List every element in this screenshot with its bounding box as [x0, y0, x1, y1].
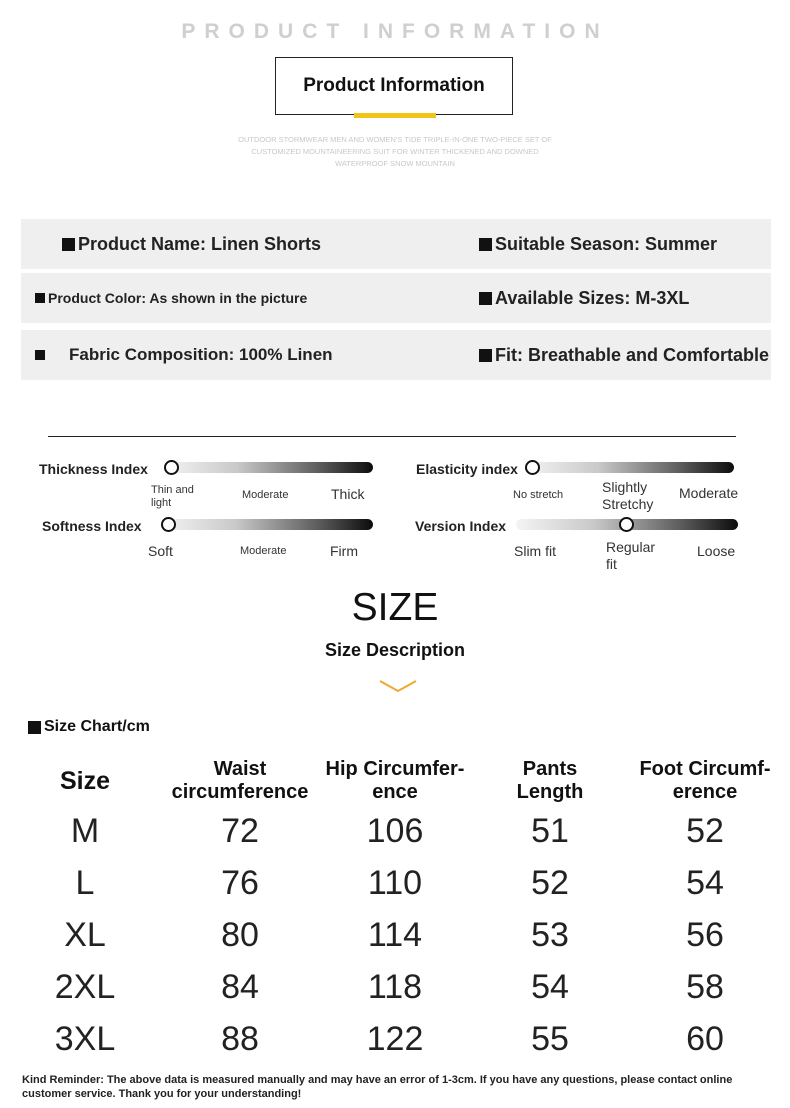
softness-tick-moderate: Moderate [240, 545, 287, 557]
table-cell: 53 [531, 916, 569, 954]
table-cell: 54 [686, 864, 724, 902]
elasticity-tick-slightly: Slightly Stretchy [602, 479, 654, 512]
fabric-composition [35, 330, 333, 380]
title-accent-line [354, 113, 436, 118]
bullet-square-icon [479, 292, 492, 305]
softness-index-marker [161, 517, 176, 532]
fit [479, 330, 769, 380]
table-cell: 52 [531, 864, 569, 902]
thickness-tick-thin: Thin and light [151, 484, 194, 509]
bullet-square-icon [35, 350, 45, 360]
header-subtitle: OUTDOOR STORMWEAR MEN AND WOMEN'S TIDE TRIPLE-IN-ONE TWO-PIECE SET OF CUSTOMIZED MOUNTAINEERING SUIT FOR WINTER THICKENED AND DOWNED WATERPROOF SNOW MOUNTAIN [238, 135, 552, 168]
table-cell: 51 [531, 812, 569, 850]
product-name [62, 219, 321, 269]
table-cell: 2XL [54, 968, 116, 1006]
bullet-square-icon [28, 721, 41, 734]
fabric-composition-text: Fabric Composition: 100% Linen [69, 345, 333, 364]
table-cell: 58 [686, 968, 724, 1006]
table-cell: XL [64, 916, 106, 954]
col-header-waist: Waist circumference [171, 758, 309, 803]
thickness-index-label: Thickness Index [39, 461, 148, 477]
divider [48, 436, 736, 437]
table-cell: 122 [366, 1020, 424, 1058]
thickness-index-track [164, 462, 373, 473]
table-cell: M [70, 812, 100, 850]
kind-reminder: Kind Reminder: The above data is measured manually and may have an error of 1-3cm. If you have any questions, please contact online customer service. Thank you for your understanding! [22, 1074, 733, 1100]
thickness-index-marker [164, 460, 179, 475]
fit-text: Fit: Breathable and Comfortable [495, 344, 770, 365]
product-color [35, 273, 307, 323]
table-cell: 60 [686, 1020, 724, 1058]
table-cell: 54 [531, 968, 569, 1006]
version-index-label: Version Index [415, 518, 507, 534]
elasticity-index-marker [525, 460, 540, 475]
version-index-marker [619, 517, 634, 532]
softness-index-track [161, 519, 373, 530]
size-description: Size Description [324, 640, 466, 660]
elasticity-index-track [525, 462, 734, 473]
table-cell: L [75, 864, 95, 902]
table-cell: 3XL [54, 1020, 116, 1058]
table-cell: 110 [367, 864, 423, 902]
table-cell: 56 [686, 916, 724, 954]
table-cell: 72 [221, 812, 259, 850]
table-cell: 114 [367, 916, 423, 954]
bullet-square-icon [35, 293, 45, 303]
col-header-length: Pants Length [516, 758, 584, 803]
chevron-down-icon [378, 678, 418, 694]
banner-title: PRODUCT INFORMATION [181, 20, 609, 43]
suitable-season-text: Suitable Season: Summer [495, 233, 718, 254]
softness-tick-firm: Firm [330, 543, 358, 559]
bullet-square-icon [479, 349, 492, 362]
col-header-hip: Hip Circumfer-ence [325, 758, 465, 803]
version-tick-regular: Regular fit [606, 539, 656, 572]
elasticity-index-label: Elasticity index [416, 461, 518, 477]
thickness-tick-thick: Thick [331, 486, 365, 502]
info-row-1 [21, 219, 771, 269]
table-cell: 55 [531, 1020, 569, 1058]
table-cell: 80 [221, 916, 259, 954]
table-cell: 118 [367, 968, 423, 1006]
section-title-box [275, 57, 513, 115]
col-header-size: Size [59, 767, 111, 795]
bullet-square-icon [479, 238, 492, 251]
table-cell: 52 [686, 812, 724, 850]
info-row-2 [21, 273, 771, 323]
table-cell: 76 [221, 864, 259, 902]
elasticity-tick-no-stretch: No stretch [513, 489, 564, 501]
section-title: Product Information [303, 75, 485, 96]
size-title: SIZE [351, 586, 439, 629]
softness-index-label: Softness Index [42, 518, 142, 534]
table-cell: 88 [221, 1020, 259, 1058]
size-chart-label-text: Size Chart/cm [44, 718, 150, 735]
suitable-season [479, 219, 717, 269]
version-tick-loose: Loose [697, 543, 736, 559]
size-table [0, 750, 790, 1070]
table-cell: 106 [366, 812, 424, 850]
product-name-text: Product Name: Linen Shorts [78, 233, 322, 254]
version-tick-slim: Slim fit [514, 543, 556, 559]
bullet-square-icon [62, 238, 75, 251]
table-cell: 84 [221, 968, 259, 1006]
thickness-tick-moderate: Moderate [242, 489, 289, 501]
available-sizes [479, 273, 689, 323]
size-chart-label [28, 718, 150, 736]
available-sizes-text: Available Sizes: M-3XL [495, 287, 690, 308]
elasticity-tick-moderate: Moderate [679, 485, 739, 501]
info-row-3 [21, 330, 771, 380]
softness-tick-soft: Soft [148, 543, 173, 559]
col-header-foot: Foot Circumf-erence [639, 758, 771, 803]
product-color-text: Product Color: As shown in the picture [48, 290, 308, 306]
